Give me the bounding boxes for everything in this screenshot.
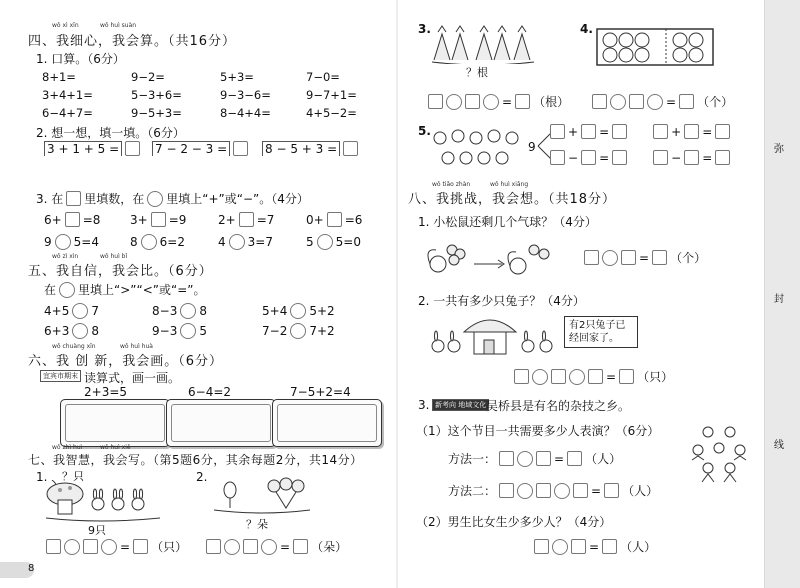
problem-number: 3. bbox=[418, 22, 431, 36]
carrot-bundle-icon bbox=[434, 26, 530, 60]
compare-item: 7−2 7+2 bbox=[262, 324, 335, 338]
calc-item: 4+5−2= bbox=[306, 106, 357, 120]
q2-eq-2: 7 − 2 − 3 = bbox=[152, 141, 248, 156]
brace-bottom-icon bbox=[214, 510, 310, 513]
answer-box[interactable] bbox=[679, 94, 694, 109]
pinyin: wǒ chuàng xīn bbox=[52, 343, 96, 350]
compare-item: 6+3 8 bbox=[44, 324, 99, 338]
answer-box[interactable] bbox=[684, 124, 699, 139]
answer-box[interactable] bbox=[46, 539, 61, 554]
pinyin: wǒ tiǎo zhàn bbox=[432, 181, 471, 188]
answer-circle[interactable] bbox=[141, 234, 157, 250]
rabbit-icon bbox=[432, 331, 444, 352]
answer-circle[interactable] bbox=[647, 94, 663, 110]
section-7-title: 七、我智慧，我会写。（第5题6分，其余每题2分，共14分） bbox=[28, 453, 363, 467]
acrobats-illustration bbox=[688, 424, 750, 488]
answer-circle[interactable] bbox=[72, 323, 88, 339]
calc-item: 5−3+6= bbox=[131, 88, 182, 102]
q3-item: 2+ =7 bbox=[218, 212, 275, 227]
answer-box[interactable] bbox=[536, 483, 551, 498]
s5-instruction: 在 里填上“>”“<”或“=”。 bbox=[44, 283, 206, 297]
method-1: 方法一： = （人） bbox=[448, 451, 622, 466]
decompose-eq-1: + = + = bbox=[550, 124, 730, 139]
answer-box[interactable] bbox=[465, 94, 480, 109]
answer-box[interactable] bbox=[536, 451, 551, 466]
answer-box[interactable] bbox=[653, 150, 668, 165]
cubs-illustration bbox=[428, 124, 528, 174]
squirrel-icon bbox=[428, 250, 446, 272]
brace-label-top: ？只 bbox=[62, 470, 84, 483]
method-2: 方法二： = （人） bbox=[448, 483, 659, 498]
c3-title: 吴桥县是有名的杂技之乡。 bbox=[486, 399, 631, 413]
squirrel-icon bbox=[508, 252, 526, 274]
answer-circle[interactable] bbox=[290, 323, 306, 339]
page-number: 8 bbox=[28, 563, 35, 574]
compare-item: 4+5 7 bbox=[44, 304, 99, 318]
q2-eq-1: 3 + 1 + 5 = bbox=[44, 141, 140, 156]
answer-box[interactable] bbox=[621, 250, 636, 265]
answer-box[interactable] bbox=[653, 124, 668, 139]
q3-item: 8 6=2 bbox=[130, 235, 185, 249]
answer-box[interactable] bbox=[612, 124, 627, 139]
q1-title: 1. 口算。（6分） bbox=[36, 52, 125, 66]
problem-number: 2. bbox=[196, 470, 208, 484]
q3-item: 5 5=0 bbox=[306, 235, 361, 249]
answer-circle[interactable] bbox=[552, 539, 568, 555]
pinyin: wǒ zhì huì bbox=[52, 444, 83, 451]
problem-number: 3. bbox=[418, 398, 430, 412]
rabbit-icon bbox=[448, 331, 460, 352]
answer-circle[interactable] bbox=[317, 234, 333, 250]
calc-item: 3+4+1= bbox=[42, 88, 93, 102]
circle-symbol bbox=[147, 191, 163, 207]
drawing-frame-1[interactable] bbox=[60, 399, 170, 447]
problem-number: 1. bbox=[36, 470, 48, 484]
mushroom-house-icon bbox=[464, 320, 516, 354]
answer-circle[interactable] bbox=[55, 234, 71, 250]
rabbit-icon bbox=[132, 489, 144, 510]
box-symbol bbox=[66, 191, 81, 206]
draw-eq-1: 2+3=5 bbox=[84, 385, 128, 399]
acrobat-icon bbox=[692, 427, 746, 482]
answer-box[interactable] bbox=[571, 539, 586, 554]
squirrel-balloons-illustration bbox=[426, 240, 556, 280]
pinyin: wǒ huì bǐ bbox=[100, 253, 128, 260]
answer-box[interactable] bbox=[592, 94, 607, 109]
answer-box[interactable] bbox=[327, 212, 342, 227]
gutter-text-3: 线 bbox=[774, 440, 784, 451]
answer-circle[interactable] bbox=[229, 234, 245, 250]
q3-title: 3. 在 里填数，在 里填上“+”或“−”。（4分） bbox=[36, 192, 309, 206]
c3-sub2: （2）男生比女生少多少人？（4分） bbox=[416, 515, 612, 529]
answer-box[interactable] bbox=[499, 451, 514, 466]
answer-box[interactable] bbox=[604, 483, 619, 498]
answer-box[interactable] bbox=[550, 124, 565, 139]
q3-item: 4 3=7 bbox=[218, 235, 273, 249]
answer-circle[interactable] bbox=[517, 483, 533, 499]
problem-number: 5. bbox=[418, 124, 431, 138]
answer-equation-4: = （个） bbox=[592, 93, 733, 110]
carrots-illustration bbox=[428, 24, 538, 64]
brace-label-bottom: 9只 bbox=[88, 524, 106, 537]
mushroom-house-rabbits-illustration bbox=[428, 312, 558, 360]
mushroom-rabbits-illustration bbox=[40, 480, 170, 524]
rabbit-icon bbox=[540, 331, 552, 352]
answer-circle[interactable] bbox=[446, 94, 462, 110]
answer-circle[interactable] bbox=[224, 539, 240, 555]
answer-circle[interactable] bbox=[180, 303, 196, 319]
c2-title: 2. 一共有多少只兔子？（4分） bbox=[418, 294, 585, 308]
answer-circle[interactable] bbox=[64, 539, 80, 555]
answer-circle[interactable] bbox=[532, 369, 548, 385]
answer-box[interactable] bbox=[652, 250, 667, 265]
answer-box[interactable] bbox=[428, 94, 443, 109]
answer-box[interactable] bbox=[293, 539, 308, 554]
circles-box-illustration bbox=[596, 28, 714, 66]
balloon-icon bbox=[529, 245, 549, 259]
answer-box[interactable] bbox=[567, 451, 582, 466]
flowers-illustration bbox=[206, 476, 316, 516]
calc-item: 9−2= bbox=[131, 70, 165, 84]
problem-number: 4. bbox=[580, 22, 593, 36]
answer-circle[interactable] bbox=[554, 483, 570, 499]
drawing-frame-3[interactable] bbox=[272, 399, 382, 447]
q3-item: 9 5=4 bbox=[44, 235, 99, 249]
answer-circle[interactable] bbox=[180, 323, 196, 339]
calc-item: 8−4+4= bbox=[220, 106, 271, 120]
q3-item: 3+ =9 bbox=[130, 212, 187, 227]
calc-item: 6−4+7= bbox=[42, 106, 93, 120]
decompose-eq-2: − = − = bbox=[550, 150, 730, 165]
q2-title: 2. 想一想，填一填。（6分） bbox=[36, 126, 185, 140]
balloon-icon bbox=[447, 245, 465, 265]
brace-bottom-icon bbox=[46, 518, 160, 521]
answer-box[interactable] bbox=[343, 141, 358, 156]
answer-circle[interactable] bbox=[602, 250, 618, 266]
answer-circle[interactable] bbox=[261, 539, 277, 555]
circle-symbol bbox=[59, 282, 75, 298]
calc-item: 9−3−6= bbox=[220, 88, 271, 102]
answer-box[interactable] bbox=[581, 150, 596, 165]
flower-bouquet-icon bbox=[268, 478, 304, 508]
calc-item: 7−0= bbox=[306, 70, 340, 84]
answer-circle[interactable] bbox=[610, 94, 626, 110]
answer-box[interactable] bbox=[515, 94, 530, 109]
drawing-frame-2[interactable] bbox=[166, 399, 276, 447]
answer-box[interactable] bbox=[588, 369, 603, 384]
rabbit-icon bbox=[112, 489, 124, 510]
pinyin: wǒ huì suàn bbox=[100, 22, 137, 29]
speech-note: 有2只兔子已经回家了。 bbox=[564, 316, 638, 348]
answer-box[interactable] bbox=[550, 150, 565, 165]
answer-box[interactable] bbox=[499, 483, 514, 498]
s6-instruction: 读算式，画一画。 bbox=[84, 371, 181, 385]
calc-item: 5+3= bbox=[220, 70, 254, 84]
answer-box[interactable] bbox=[715, 124, 730, 139]
gutter-text-1: 弥 bbox=[774, 144, 784, 155]
answer-box[interactable] bbox=[83, 539, 98, 554]
answer-box[interactable] bbox=[151, 212, 166, 227]
answer-equation-2: = （朵） bbox=[206, 538, 347, 555]
answer-box[interactable] bbox=[239, 212, 254, 227]
pinyin: wǒ huì xiǎng bbox=[490, 181, 529, 188]
calc-item: 9−5+3= bbox=[131, 106, 182, 120]
answer-box[interactable] bbox=[619, 369, 634, 384]
answer-box[interactable] bbox=[125, 141, 140, 156]
answer-box[interactable] bbox=[233, 141, 248, 156]
answer-box[interactable] bbox=[581, 124, 596, 139]
compare-item: 8−3 8 bbox=[152, 304, 207, 318]
brace-label-bottom: ？根 bbox=[466, 66, 488, 79]
answer-box[interactable] bbox=[206, 539, 221, 554]
answer-box[interactable] bbox=[629, 94, 644, 109]
pinyin: wǒ xì xīn bbox=[52, 22, 79, 29]
answer-box[interactable] bbox=[573, 483, 588, 498]
q2-eq-3: 8 − 5 + 3 = bbox=[262, 141, 358, 156]
section-8-title: 八、我挑战，我会想。（共18分） bbox=[408, 192, 617, 207]
pinyin: wǒ zì xìn bbox=[52, 253, 79, 260]
q3-item: 6+ =8 bbox=[44, 212, 101, 227]
source-tag: 宜宾市期末 bbox=[40, 370, 81, 382]
answer-box[interactable] bbox=[684, 150, 699, 165]
draw-eq-3: 7−5+2=4 bbox=[290, 385, 351, 399]
answer-box[interactable] bbox=[534, 539, 549, 554]
answer-circle[interactable] bbox=[569, 369, 585, 385]
answer-equation-1: = （只） bbox=[46, 538, 187, 555]
new-direction-tag: 新考向 地域文化 bbox=[432, 399, 489, 411]
answer-equation-c1: = （个） bbox=[584, 249, 706, 266]
rabbit-icon bbox=[522, 331, 534, 352]
compare-item: 5+4 5+2 bbox=[262, 304, 335, 318]
pinyin: wǒ huì xiě bbox=[100, 444, 131, 451]
answer-circle[interactable] bbox=[290, 303, 306, 319]
answer-equation-3: = （根） bbox=[428, 93, 569, 110]
section-6-title: 六、我 创 新，我会画。（6分） bbox=[28, 354, 224, 369]
answer-box[interactable] bbox=[612, 150, 627, 165]
answer-box[interactable] bbox=[65, 212, 80, 227]
answer-equation-c2: = （只） bbox=[514, 368, 673, 385]
answer-box[interactable] bbox=[551, 369, 566, 384]
answer-box[interactable] bbox=[133, 539, 148, 554]
c3-sub1: （1）这个节目一共需要多少人表演？（6分） bbox=[416, 424, 660, 438]
answer-circle[interactable] bbox=[483, 94, 499, 110]
animal-cub-icon bbox=[434, 130, 518, 164]
answer-box[interactable] bbox=[584, 250, 599, 265]
compare-item: 9−3 5 bbox=[152, 324, 207, 338]
q3-item: 0+ =6 bbox=[306, 212, 363, 227]
c1-title: 1. 小松鼠还剩几个气球？（4分） bbox=[418, 215, 597, 229]
answer-box[interactable] bbox=[514, 369, 529, 384]
answer-box[interactable] bbox=[602, 539, 617, 554]
page-divider bbox=[396, 0, 398, 588]
answer-equation-c3b: = （人） bbox=[534, 538, 656, 555]
answer-circle[interactable] bbox=[517, 451, 533, 467]
draw-eq-2: 6−4=2 bbox=[188, 385, 232, 399]
brace-label-bottom: ？朵 bbox=[246, 518, 268, 531]
section-5-title: 五、我自信，我会比。（6分） bbox=[28, 264, 213, 279]
total-number: 9 bbox=[528, 140, 536, 154]
gutter-text-2: 封 bbox=[774, 294, 784, 305]
flower-icon bbox=[224, 482, 236, 508]
answer-circle[interactable] bbox=[101, 539, 117, 555]
pinyin: wǒ huì huà bbox=[120, 343, 153, 350]
section-4-title: 四、我细心，我会算。（共16分） bbox=[28, 34, 237, 49]
rabbit-icon bbox=[92, 489, 104, 510]
calc-item: 9−7+1= bbox=[306, 88, 357, 102]
answer-box[interactable] bbox=[715, 150, 730, 165]
answer-circle[interactable] bbox=[72, 303, 88, 319]
calc-item: 8+1= bbox=[42, 70, 76, 84]
answer-box[interactable] bbox=[243, 539, 258, 554]
